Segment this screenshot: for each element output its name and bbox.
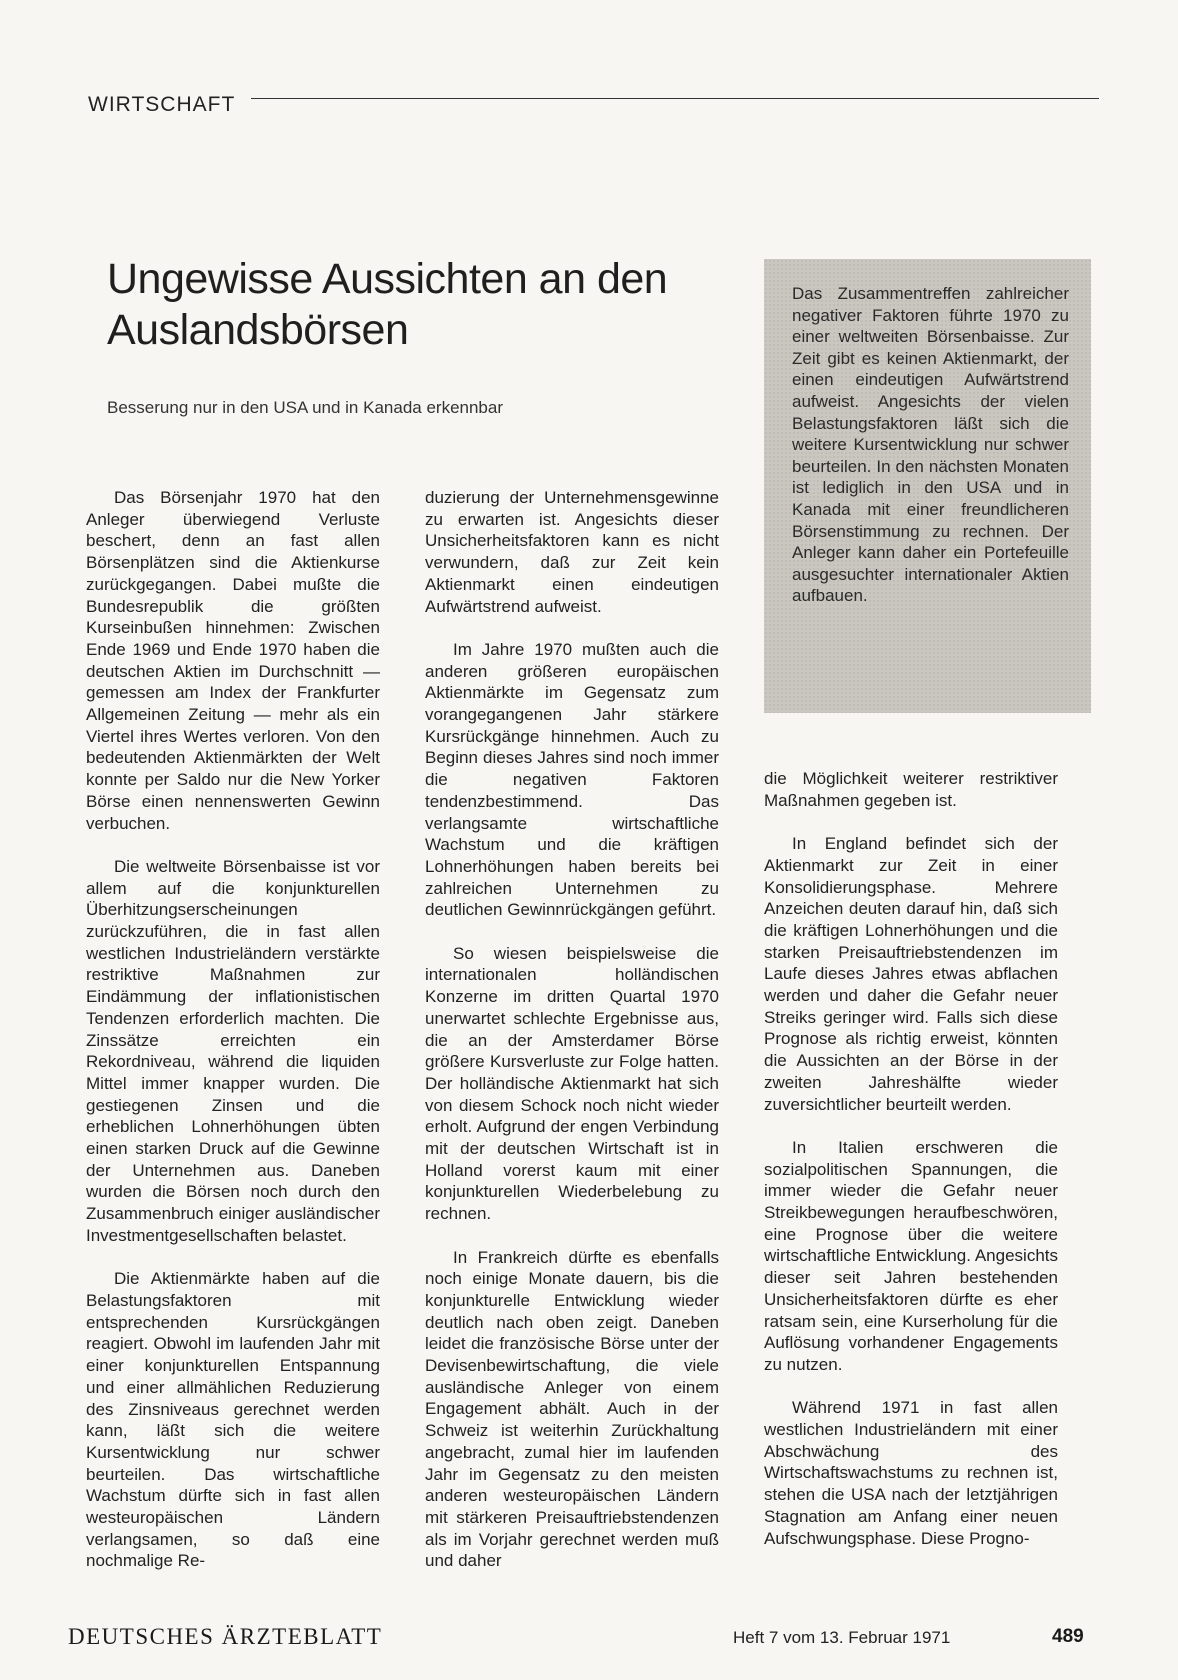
column-3 — [764, 768, 1058, 1549]
paragraph: Die weltweite Börsenbaisse ist vor allem auf die konjunkturellen Überhitzungserscheinungen zurückzuführen, die in fast allen westlichen Industrieländern verstärkte restriktive Maßnahmen zur Eindämmung der inflationistischen Tendenzen erforderlich machten. Die Zinssätze erreichten ein Rekordniveau, während die liquiden Mittel immer knapper wurden. Die gestiegenen Zinsen und die erheblichen Lohnerhöhungen übten einen starken Druck auf die Gewinne der Unternehmen aus. Daneben wurden die Börsen noch durch den Zusammenbruch einiger ausländischer Investmentgesellschaften belastet. — [86, 856, 380, 1245]
column-2 — [425, 487, 719, 1572]
header-rule — [251, 98, 1099, 99]
paragraph: In Frankreich dürfte es ebenfalls noch einige Monate dauern, bis die konjunkturelle Entwicklung wieder deutlich nach oben zeigt. Daneben leidet die französische Börse unter der Devisenbewirtschaftung, die viele ausländische Anleger von einem Engagement abhält. Auch in der Schweiz ist weiterhin Zurückhaltung angebracht, zumal hier im laufenden Jahr im Gegensatz zu den meisten anderen westeuropäischen Ländern mit stärkeren Preisauftriebstendenzen als im Vorjahr gerechnet werden muß und daher — [425, 1247, 719, 1571]
paragraph: Während 1971 in fast allen westlichen Industrieländern mit einer Abschwächung des Wirtschaftswachstums zu rechnen ist, stehen die USA nach der letztjährigen Stagnation am Anfang einer neuen Aufschwungsphase. Diese Progno- — [764, 1398, 1058, 1548]
paragraph: die Möglichkeit weiterer restriktiver Maßnahmen gegeben ist. — [764, 769, 1058, 810]
page-number: 489 — [1052, 1626, 1084, 1647]
footer-journal-name: DEUTSCHES ÄRZTEBLATT — [68, 1624, 383, 1649]
abstract-box: Das Zusammentreffen zahlreicher negativer Faktoren führte 1970 zu einer weltweiten Börsenbaisse. Zur Zeit gibt es keinen Aktienmarkt, der einen eindeutigen Aufwärtstrend aufweist. Angesichts der vielen Belastungsfaktoren läßt sich die weitere Kursentwicklung nur schwer beurteilen. In den nächsten Monaten ist lediglich in den USA und in Kanada mit einer freundlicheren Börsenstimmung zu rechnen. Der Anleger kann daher ein Portefeuille ausgesuchter internationaler Aktien aufbauen. — [764, 259, 1091, 713]
section-header: WIRTSCHAFT — [88, 93, 236, 116]
footer-issue: Heft 7 vom 13. Februar 1971 — [733, 1628, 951, 1647]
article-subtitle: Besserung nur in den USA und in Kanada erkennbar — [107, 398, 503, 417]
paragraph: In England befindet sich der Aktienmarkt zur Zeit in einer Konsolidierungsphase. Mehrere Anzeichen deuten darauf hin, daß sich die kräftigen Lohnerhöhungen und die starken Preisauftriebstendenzen im Laufe dieses Jahres etwas abflachen werden und daher die Gefahr neuer Streiks geringer wird. Falls sich diese Prognose als richtig erweist, könnten die Aussichten an der Börse in der zweiten Jahreshälfte wieder zuversichtlicher beurteilt werden. — [764, 834, 1058, 1114]
paragraph: So wiesen beispielsweise die internationalen holländischen Konzerne im dritten Quartal 1970 unerwartet schlechte Ergebnisse aus, die an der Amsterdamer Börse größere Kursverluste zur Folge hatten. Der holländische Aktienmarkt hat sich von diesem Schock noch nicht wieder erholt. Aufgrund der engen Verbindung mit der deutschen Wirtschaft ist in Holland vorerst kaum mit einer konjunkturellen Wiederbelebung zu rechnen. — [425, 943, 719, 1224]
paragraph: Das Börsenjahr 1970 hat den Anleger überwiegend Verluste beschert, denn an fast allen Börsenplätzen sind die Aktienkurse zurückgegangen. Dabei mußte die Bundesrepublik die größten Kurseinbußen hinnehmen: Zwischen Ende 1969 und Ende 1970 haben die deutschen Aktien im Durchschnitt — gemessen am Index der Frankfurter Allgemeinen Zeitung — mehr als ein Viertel ihres Wertes verloren. Von den bedeutenden Aktienmärkten der Welt konnte per Saldo nur die New Yorker Börse einen nennenswerten Gewinn verbuchen. — [86, 488, 380, 833]
paragraph: duzierung der Unternehmensgewinne zu erwarten ist. Angesichts dieser Unsicherheitsfaktoren kann es nicht verwundern, daß zur Zeit kein Aktienmarkt einen eindeutigen Aufwärtstrend aufweist. — [425, 488, 719, 616]
paragraph: Im Jahre 1970 mußten auch die anderen größeren europäischen Aktienmärkte im Gegensatz zum vorangegangenen Jahr stärkere Kursrückgänge hinnehmen. Auch zu Beginn dieses Jahres sind noch immer die negativen Faktoren tendenzbestimmend. Das verlangsamte wirtschaftliche Wachstum und die kräftigen Lohnerhöhungen haben bereits bei zahlreichen Unternehmen zu deutlichen Gewinnrückgängen geführt. — [425, 639, 719, 920]
article-title: Ungewisse Aussichten an den Auslandsbörsen — [107, 255, 668, 354]
column-1 — [86, 487, 380, 1572]
paragraph: In Italien erschweren die sozialpolitischen Spannungen, die immer wieder die Gefahr neuer Streikbewegungen heraufbeschwören, eine Prognose über die weitere wirtschaftliche Entwicklung. Angesichts dieser seit Jahren bestehenden Unsicherheitsfaktoren dürfte es eher ratsam sein, eine Kurserholung für die Auflösung vorhandener Engagements zu nutzen. — [764, 1137, 1058, 1374]
paragraph: Die Aktienmärkte haben auf die Belastungsfaktoren mit entsprechenden Kursrückgängen reagiert. Obwohl im laufenden Jahr mit einer konjunkturellen Entspannung und einer allmählichen Reduzierung des Zinsniveaus gerechnet werden kann, läßt sich die weitere Kursentwicklung nur schwer beurteilen. Das wirtschaftliche Wachstum dürfte sich in fast allen westeuropäischen Ländern verlangsamen, so daß eine nochmalige Re- — [86, 1269, 380, 1571]
